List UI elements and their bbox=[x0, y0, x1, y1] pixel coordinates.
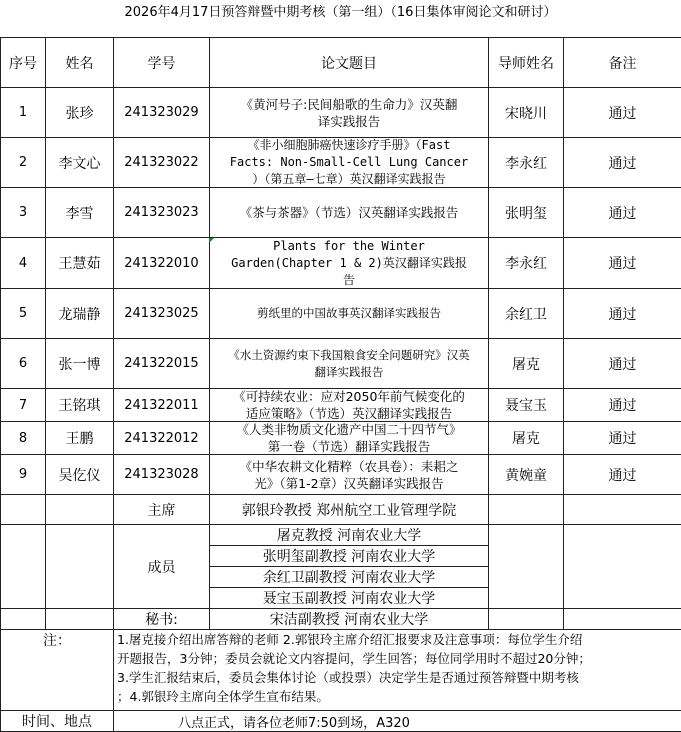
text-line: 适应策略》（节选）英汉翻译实践报告 bbox=[245, 406, 453, 421]
header-advisor: 导师姓名 bbox=[488, 37, 564, 88]
secretary-label: 秘书: bbox=[113, 608, 210, 630]
thesis-title bbox=[209, 338, 489, 389]
header-name: 姓名 bbox=[45, 37, 114, 88]
advisor-name: 黄婉童 bbox=[488, 454, 564, 495]
advisor-name: 宋晓川 bbox=[488, 87, 564, 138]
text-line: 翻译实践报告 bbox=[314, 364, 384, 379]
text-line: 光》（第1-2章）汉英翻译实践报告 bbox=[254, 475, 444, 491]
header-thesis: 论文题目 bbox=[209, 37, 489, 88]
text-line: 译实践报告 bbox=[317, 113, 381, 129]
remark-status: 通过 bbox=[563, 137, 681, 188]
thesis-title bbox=[209, 421, 489, 455]
row-number: 3 bbox=[0, 187, 46, 238]
row-number: 5 bbox=[0, 288, 46, 339]
thesis-title bbox=[209, 288, 489, 339]
remark-status: 通过 bbox=[563, 388, 681, 422]
student-id: 241322012 bbox=[113, 421, 210, 455]
student-name: 张珍 bbox=[45, 87, 114, 138]
text-line: 《黄河号子:民间船歌的生命力》汉英翻 bbox=[240, 96, 458, 112]
row-number: 2 bbox=[0, 137, 46, 188]
blank-cell bbox=[0, 608, 46, 630]
row-number: 1 bbox=[0, 87, 46, 138]
blank-cell bbox=[488, 494, 564, 525]
remark-status: 通过 bbox=[563, 338, 681, 389]
text-line: Facts: Non-Small-Cell Lung Cancer bbox=[229, 155, 469, 169]
remark-status: 通过 bbox=[563, 87, 681, 138]
row-number: 9 bbox=[0, 454, 46, 495]
row-number: 7 bbox=[0, 388, 46, 422]
student-id: 241323022 bbox=[113, 137, 210, 188]
student-name: 吴仡仪 bbox=[45, 454, 114, 495]
text-line: 1.屠克接介绍出席答辩的老师 2.郭银玲主席介绍汇报要求及注意事项：每位学生介绍 bbox=[117, 632, 583, 647]
blank-cell bbox=[45, 608, 114, 630]
chair-value: 郭银玲教授 郑州航空工业管理学院 bbox=[209, 494, 489, 525]
text-line: 开题报告，3分钟；委员会就论文内容提问，学生回答；每位同学用时不超过20分钟； bbox=[117, 651, 591, 666]
thesis-title bbox=[209, 237, 489, 289]
student-name: 王铭琪 bbox=[45, 388, 114, 422]
thesis-title bbox=[209, 454, 489, 495]
advisor-name: 聂宝玉 bbox=[488, 388, 564, 422]
thesis-title bbox=[209, 137, 489, 188]
text-line: 剪纸里的中国故事英汉翻译实践报告 bbox=[257, 306, 441, 320]
student-id: 241322015 bbox=[113, 338, 210, 389]
remark-status: 通过 bbox=[563, 288, 681, 339]
header-remark: 备注 bbox=[563, 37, 681, 88]
text-line: ；4.郭银玲主席向全体学生宣布结果。 bbox=[117, 689, 329, 704]
remark-status: 通过 bbox=[563, 454, 681, 495]
text-line: 《可持续农业：应对2050年前气候变化的 bbox=[233, 389, 465, 404]
student-id: 241323028 bbox=[113, 454, 210, 495]
member-value: 余红卫副教授 河南农业大学 bbox=[209, 566, 489, 588]
remark-status: 通过 bbox=[563, 421, 681, 455]
text-line: 第一卷（节选）翻译实践报告 bbox=[267, 439, 431, 454]
header-no: 序号 bbox=[0, 37, 46, 88]
text-line: ）（第五章—七章）英汉翻译实践报告 bbox=[252, 172, 446, 186]
chair-label: 主席 bbox=[113, 494, 210, 525]
secretary-value: 宋洁副教授 河南农业大学 bbox=[209, 608, 489, 630]
student-id: 241322010 bbox=[113, 237, 210, 289]
text-line: 《水土资源约束下我国粮食安全问题研究》汉英 bbox=[228, 347, 470, 362]
blank-cell bbox=[488, 524, 564, 609]
notes-label: 注： bbox=[0, 629, 114, 711]
student-name: 王鹏 bbox=[45, 421, 114, 455]
text-line: Garden(Chapter 1 & 2)英汉翻译实践报 bbox=[231, 255, 467, 270]
student-name: 王慧茹 bbox=[45, 237, 114, 289]
thesis-title bbox=[209, 87, 489, 138]
advisor-name: 余红卫 bbox=[488, 288, 564, 339]
student-name: 龙瑞静 bbox=[45, 288, 114, 339]
advisor-name: 李永红 bbox=[488, 237, 564, 289]
time-place-value: 八点正式，请各位老师7:50到场，A320 bbox=[113, 710, 681, 732]
text-line: 《中华农耕文化精粹（农具卷）：耒耜之 bbox=[239, 458, 459, 474]
blank-cell bbox=[563, 494, 681, 525]
blank-cell bbox=[563, 524, 681, 609]
members-label: 成员 bbox=[113, 524, 210, 609]
row-number: 6 bbox=[0, 338, 46, 389]
advisor-name: 李永红 bbox=[488, 137, 564, 188]
blank-cell bbox=[0, 524, 46, 609]
blank-cell bbox=[45, 524, 114, 609]
row-number: 8 bbox=[0, 421, 46, 455]
thesis-title bbox=[209, 187, 489, 238]
text-line: 3.学生汇报结束后，委员会集体讨论（或投票）决定学生是否通过预答辩暨中期考核 bbox=[117, 670, 579, 685]
time-place-label: 时间、地点 bbox=[0, 710, 114, 732]
student-id: 241323023 bbox=[113, 187, 210, 238]
remark-status: 通过 bbox=[563, 237, 681, 289]
advisor-name: 屠克 bbox=[488, 421, 564, 455]
remark-status: 通过 bbox=[563, 187, 681, 238]
text-line: 告 bbox=[342, 272, 355, 287]
blank-cell bbox=[488, 608, 564, 630]
student-name: 张一博 bbox=[45, 338, 114, 389]
comment-marker-icon[interactable] bbox=[209, 238, 214, 243]
text-line: Plants for the Winter bbox=[273, 238, 425, 253]
student-id: 241322011 bbox=[113, 388, 210, 422]
advisor-name: 张明玺 bbox=[488, 187, 564, 238]
notes-text bbox=[113, 629, 681, 711]
text-line: 《茶与茶器》（节选）汉英翻译实践报告 bbox=[239, 205, 459, 220]
advisor-name: 屠克 bbox=[488, 338, 564, 389]
blank-cell bbox=[563, 608, 681, 630]
row-number: 4 bbox=[0, 237, 46, 289]
member-value: 屠克教授 河南农业大学 bbox=[209, 524, 489, 546]
document-title: 2026年4月17日预答辩暨中期考核（第一组）（16日集体审阅论文和研讨） bbox=[124, 5, 557, 20]
text-line: 《人类非物质文化遗产中国二十四节气》 bbox=[236, 422, 462, 437]
thesis-title bbox=[209, 388, 489, 422]
student-id: 241323025 bbox=[113, 288, 210, 339]
blank-cell bbox=[0, 494, 46, 525]
member-value: 聂宝玉副教授 河南农业大学 bbox=[209, 587, 489, 609]
student-id: 241323029 bbox=[113, 87, 210, 138]
text-line: 《非小细胞肺癌快速诊疗手册》（Fast bbox=[247, 138, 451, 152]
header-student-id: 学号 bbox=[113, 37, 210, 88]
student-name: 李文心 bbox=[45, 137, 114, 188]
member-value: 张明玺副教授 河南农业大学 bbox=[209, 545, 489, 567]
blank-cell bbox=[45, 494, 114, 525]
student-name: 李雪 bbox=[45, 187, 114, 238]
